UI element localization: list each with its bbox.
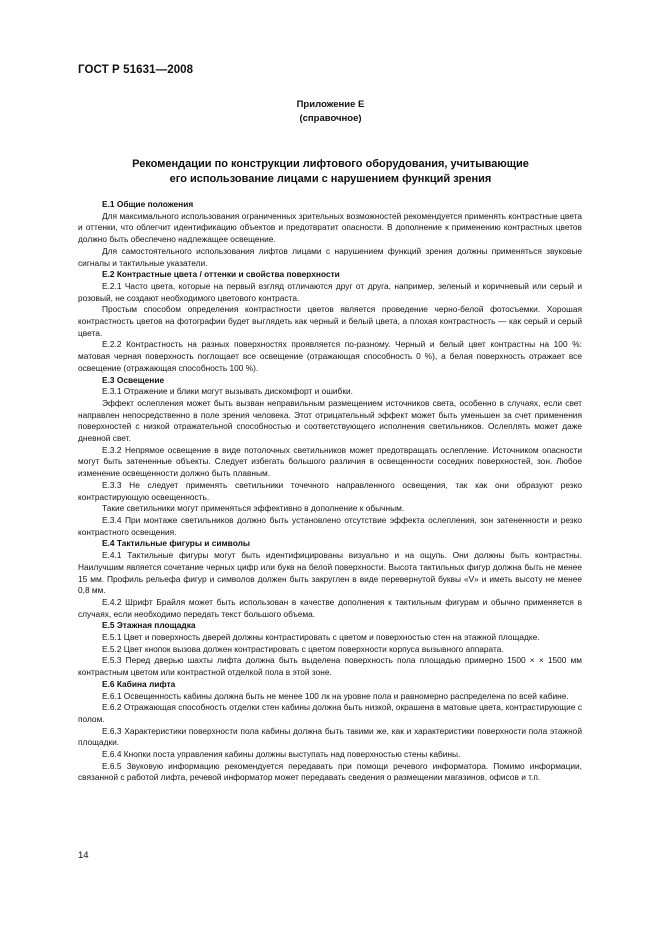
title-line-1: Рекомендации по конструкции лифтового оборудования, учитывающие (132, 158, 529, 170)
document-title (90, 157, 571, 186)
appendix-type: (справочное) (299, 113, 362, 124)
paragraph: Е.3.2 Непрямое освещение в виде потолочных светильников может предотвращать ослепление. Источником опасности могут быть затененные объекты. Следует избегать большого различия в освещенности соседних поверхностей, зон. Любое изменение освещенности должно быть плавным. (78, 444, 582, 479)
section-heading: Е.3 Освещение (102, 374, 165, 385)
paragraph: Е.6.2 Отражающая способность отделки стен кабины должна быть низкой, окрашена в матовые цвета, контрастирующие с полом. (78, 702, 582, 724)
section-heading: Е.2 Контрастные цвета / оттенки и свойства поверхности (102, 269, 340, 280)
paragraph: Для самостоятельного использования лифтов лицами с нарушением функций зрения должны применяться звуковые сигналы и тактильные указатели. (78, 245, 582, 268)
paragraph: Е.6.3 Характеристики поверхности пола кабины должна быть такими же, как и характеристики поверхности пола этажной площадки. (78, 725, 582, 748)
paragraph: Эффект ослепления может быть вызван неправильным размещением источников света, особенно в случаях, если свет направлен непосредственно в поле зрения человека. Этот отрицательный эффект может быть уменьшен за счет применения поверхностей с низкой отражательной способностью и соответствующего исполнения светильников. Ослеплять может даже дневной свет. (78, 397, 582, 444)
paragraph: Е.3.1 Отражение и блики могут вызывать дискомфорт и ошибки. (102, 386, 353, 397)
paragraph: Такие светильники могут применяться эффективно в дополнение к обычным. (102, 503, 405, 514)
standard-header: ГОСТ Р 51631—2008 (78, 64, 194, 76)
section-heading: Е.5 Этажная площадка (102, 620, 196, 631)
paragraph: Е.2.1 Часто цвета, которые на первый взгляд отличаются друг от друга, например, зеленый и коричневый или серый и розовый, не создают необходимого цветового контраста. (78, 280, 582, 303)
appendix-label: Приложение Е (296, 99, 365, 110)
paragraph: Для максимального использования ограниченных зрительных возможностей рекомендуется применять контрастные цвета и оттенки, что облегчит идентификацию объектов и предотвратит опасности. В дополнение к применению контрастных цветов должно быть обеспечено надлежащее освещение. (78, 210, 582, 245)
paragraph: Е.3.3 Не следует применять светильники точечного направленного освещения, так как они образуют резко контрастирующую освещенность. (78, 479, 582, 502)
paragraph: Е.4.2 Шрифт Брайля может быть использован в качестве дополнения к тактильным фигурам и обычно применяется в случаях, если необходимо передать текст большого объема. (78, 596, 582, 619)
section-heading: Е.1 Общие положения (102, 199, 194, 209)
page-number: 14 (78, 850, 89, 861)
paragraph: Е.5.2 Цвет кнопок вызова должен контрастировать с цветом поверхности корпуса вызывного аппарата. (102, 643, 504, 654)
paragraph: Е.2.2 Контрастность на разных поверхностях проявляется по-разному. Черный и белый цвет контрастны на 100 %: матовая черная поверхность поглощает все освещение (отражающая способность 0 %), а белая поверхность отражает все освещение (отражающая способность 100 %). (78, 339, 582, 373)
paragraph: Е.5.1 Цвет и поверхность дверей должны контрастировать с цветом и поверхностью стен на этажной площадке. (102, 632, 540, 643)
paragraph: Е.6.1 Освещенность кабины должна быть не менее 100 лк на уровне пола и равномерно распределена по всей кабине. (102, 690, 569, 701)
paragraph: Простым способом определения контрастности цветов является проведение черно-белой фотосъемки. Хорошая контрастность цветов на фотографии будет выглядеть как черный и белый цвета, а плохая контрастность — как серый и серый цвета. (78, 304, 582, 338)
paragraph: Е.3.4 При монтаже светильников должно быть установлено отсутствие эффекта ослепления, зон затененности и резко контрастного освещения. (78, 514, 582, 537)
section-heading: Е.6 Кабина лифта (102, 678, 176, 689)
paragraph: Е.6.4 Кнопки поста управления кабины должны выступать над поверхностью стены кабины. (102, 749, 461, 760)
title-line-2: его использование лицами с нарушением функций зрения (169, 172, 492, 185)
paragraph: Е.4.1 Тактильные фигуры могут быть идентифицированы визуально и на ощупь. Они должны быть контрастны. Наилучшим является сочетание черных цифр или букв на белой поверхности. Высота тактильных фигур должна быть не менее 15 мм. Профиль рельефа фигур и символов должен быть закруглен в виде перевернутой буквы «V» и иметь высоту не менее 0,8 мм. (78, 550, 582, 596)
paragraph: Е.5.3 Перед дверью шахты лифта должна быть выделена поверхность пола площадью примерно 1500 × × 1500 мм контрастным цветом или контрастной отделкой пола в этой зоне. (78, 655, 582, 678)
document-body (78, 199, 582, 784)
paragraph: Е.6.5 Звуковую информацию рекомендуется передавать при помощи речевого информатора. Помимо информации, связанной с работой лифта, речевой информатор может передавать сведения о размещении магазинов, офисов и т.п. (78, 760, 582, 783)
section-heading: Е.4 Тактильные фигуры и символы (102, 538, 251, 549)
